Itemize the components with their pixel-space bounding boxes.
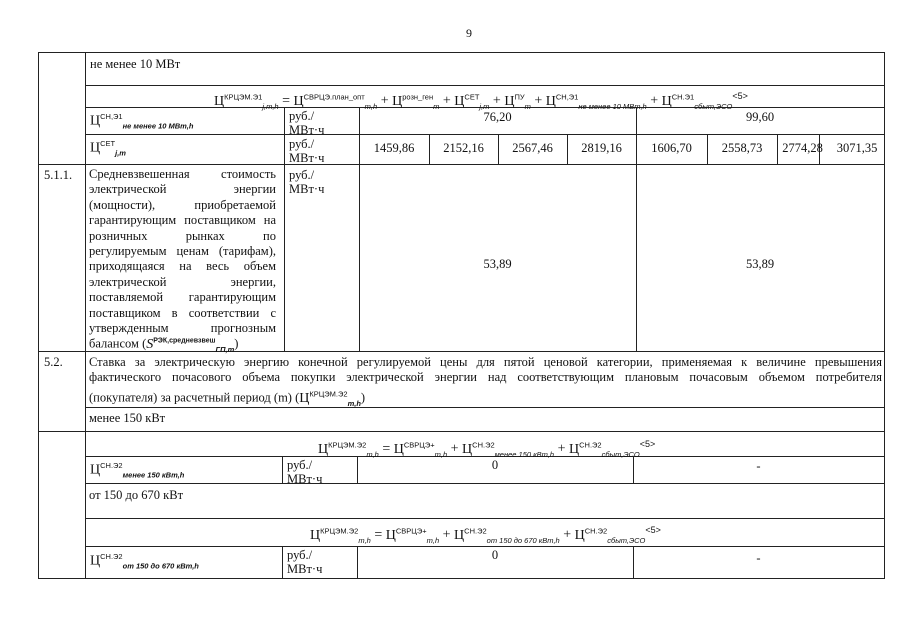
set-value-cell: 1606,70 — [651, 141, 692, 155]
formula-term-sn: $Ц^{СН.Э2}_{менее 150 кВт,h}$ — [462, 440, 555, 459]
formula-term-svrce: $Ц^{СВРЦЭ.план\_опт}_{m,h}$ — [293, 92, 378, 111]
row-52-description: Ставка за электрическую энергию конечной регулируемой цены для пятой ценовой категории, применяемая к величине превышения фактического почасового объема покупки электрической энергии над соответствующим плановым почасовым объемом потребителя — [89, 355, 882, 384]
variable-sn-e2-menee-150: $Ц^{СН.Э2}_{менее 150 кВт,h}$ — [90, 461, 185, 480]
formula-e2-ot-150-do-670: $Ц^{КРЦЭМ.Э2}_{m,h} = Ц^{СВРЦЭ+}_{m,h} + Ц^{СН.Э2}_{от 150 до 670 кВт,h} + Ц^{СН.Э2}_{сбыт,ЭСО}^{<5>}$ — [310, 525, 661, 545]
formula-term-sbyt: $Ц^{СН.Э2}_{сбыт,ЭСО}$ — [574, 526, 646, 545]
row-52-description-last: (покупателя) за расчетный период (m) $(Ц^{КРЦЭМ.Э2}_{m,h})$ — [89, 389, 366, 408]
footnote-ref: <5> — [645, 525, 661, 535]
set-value-cell: 2819,16 — [581, 141, 622, 155]
value-cell-right: 99,60 — [745, 110, 775, 124]
value-cell-right: - — [756, 551, 761, 565]
unit-label: руб./ МВт·ч — [287, 458, 323, 486]
formula-lhs: $Ц^{КРЦЭМ.Э2}_{m,h}$ — [318, 440, 379, 459]
formula-term-sn: $Ц^{СН.Э2}_{от 150 до 670 кВт,h}$ — [454, 526, 560, 545]
category-label-menee-150: менее 150 кВт — [89, 411, 166, 425]
unit-label: руб./ МВт·ч — [287, 548, 323, 576]
set-value-cell: 2774,28 — [782, 141, 823, 155]
unit-label: руб./ МВт·ч — [289, 137, 325, 165]
row-number-511: 5.1.1. — [44, 168, 73, 182]
set-value-cell: 3071,35 — [836, 141, 878, 155]
set-value-cell: 2567,46 — [512, 141, 553, 155]
formula-term-svrce: $Ц^{СВРЦЭ+}_{m,h}$ — [393, 440, 448, 459]
category-label-ne-menee-10: не менее 10 МВт — [90, 57, 181, 71]
row-511-balance-line: балансом $(S^{РЭК,средневзвеш}_{ГП,m})$ — [89, 336, 239, 354]
variable-sn-e1: $Ц^{СН,Э1}_{не менее 10 МВт,h}$ — [90, 112, 194, 131]
formula-lhs: $Ц^{КРЦЭМ.Э2}_{m,h}$ — [310, 526, 371, 545]
formula-e2-menee-150: $Ц^{КРЦЭМ.Э2}_{m,h} = Ц^{СВРЦЭ+}_{m,h} + Ц^{СН.Э2}_{менее 150 кВт,h} + Ц^{СН.Э2}_{сбыт,ЭСО}^{<5>}$ — [318, 439, 656, 459]
category-label-ot-150-do-670: от 150 до 670 кВт — [89, 488, 184, 502]
unit-label: руб./ МВт·ч — [289, 168, 325, 196]
formula-term-sbyt: $Ц^{СН.Э1}_{сбыт,ЭСО}$ — [661, 92, 733, 111]
unit-label: руб./ МВт·ч — [289, 109, 325, 137]
set-value-cell: 2152,16 — [443, 141, 484, 155]
formula-lhs: $Ц^{КРЦЭМ.Э1}_{j,m,h}$ — [214, 92, 279, 111]
footnote-ref: <5> — [732, 91, 748, 101]
value-cell-left: 0 — [491, 548, 499, 562]
formula-e1: $Ц^{КРЦЭМ.Э1}_{j,m,h} = Ц^{СВРЦЭ.план\_опт}_{m,h} + Ц^{розн\_ген}_m + Ц^{СЕТ}_{j,m} + Ц^{ПУ}_m + Ц^{СН,Э1}_{не менее 10 МВт,h} + Ц^{СН.Э1}_{сбыт,ЭСО}^{<5>}$ — [214, 91, 748, 111]
value-cell-left: 76,20 — [483, 110, 512, 124]
formula-term-rozn-gen: $Ц^{розн\_ген}_m$ — [392, 92, 440, 111]
formula-term-pu: $Ц^{ПУ}_m$ — [504, 92, 531, 111]
formula-term-sn: $Ц^{СН,Э1}_{не менее 10 МВт,h}$ — [545, 92, 647, 111]
page-number: 9 — [466, 26, 472, 40]
set-value-cell: 1459,86 — [373, 141, 415, 155]
formula-term-svrce: $Ц^{СВРЦЭ+}_{m,h}$ — [385, 526, 440, 545]
formula-term-set: $Ц^{СЕТ}_{j,m}$ — [454, 92, 490, 111]
value-cell-right: 53,89 — [745, 257, 775, 271]
row-511-description: Средневзвешенная стоимость электрической энергии (мощности), приобретаемой гарантирующим поставщиком на розничных рынках по регулируемым ценам (тарифам), приходящаяся на весь объем электрической энергии, поставляемой гарантирующим поставщиком в соответствии с утвержденным прогнозным — [89, 167, 276, 335]
value-cell-left: 0 — [491, 458, 499, 472]
set-value-cell: 2558,73 — [721, 141, 763, 155]
row-number-52: 5.2. — [44, 355, 63, 369]
value-cell-left: 53,89 — [483, 257, 512, 271]
footnote-ref: <5> — [639, 439, 656, 449]
formula-term-sbyt: $Ц^{СН.Э2}_{сбыт,ЭСО}$ — [569, 440, 640, 459]
variable-set: $Ц^{СЕТ}_{j,m}$ — [90, 139, 126, 158]
variable-sn-e2-ot-150-do-670: $Ц^{СН.Э2}_{от 150 до 670 кВт,h}$ — [90, 552, 199, 571]
value-cell-right: - — [756, 459, 761, 473]
